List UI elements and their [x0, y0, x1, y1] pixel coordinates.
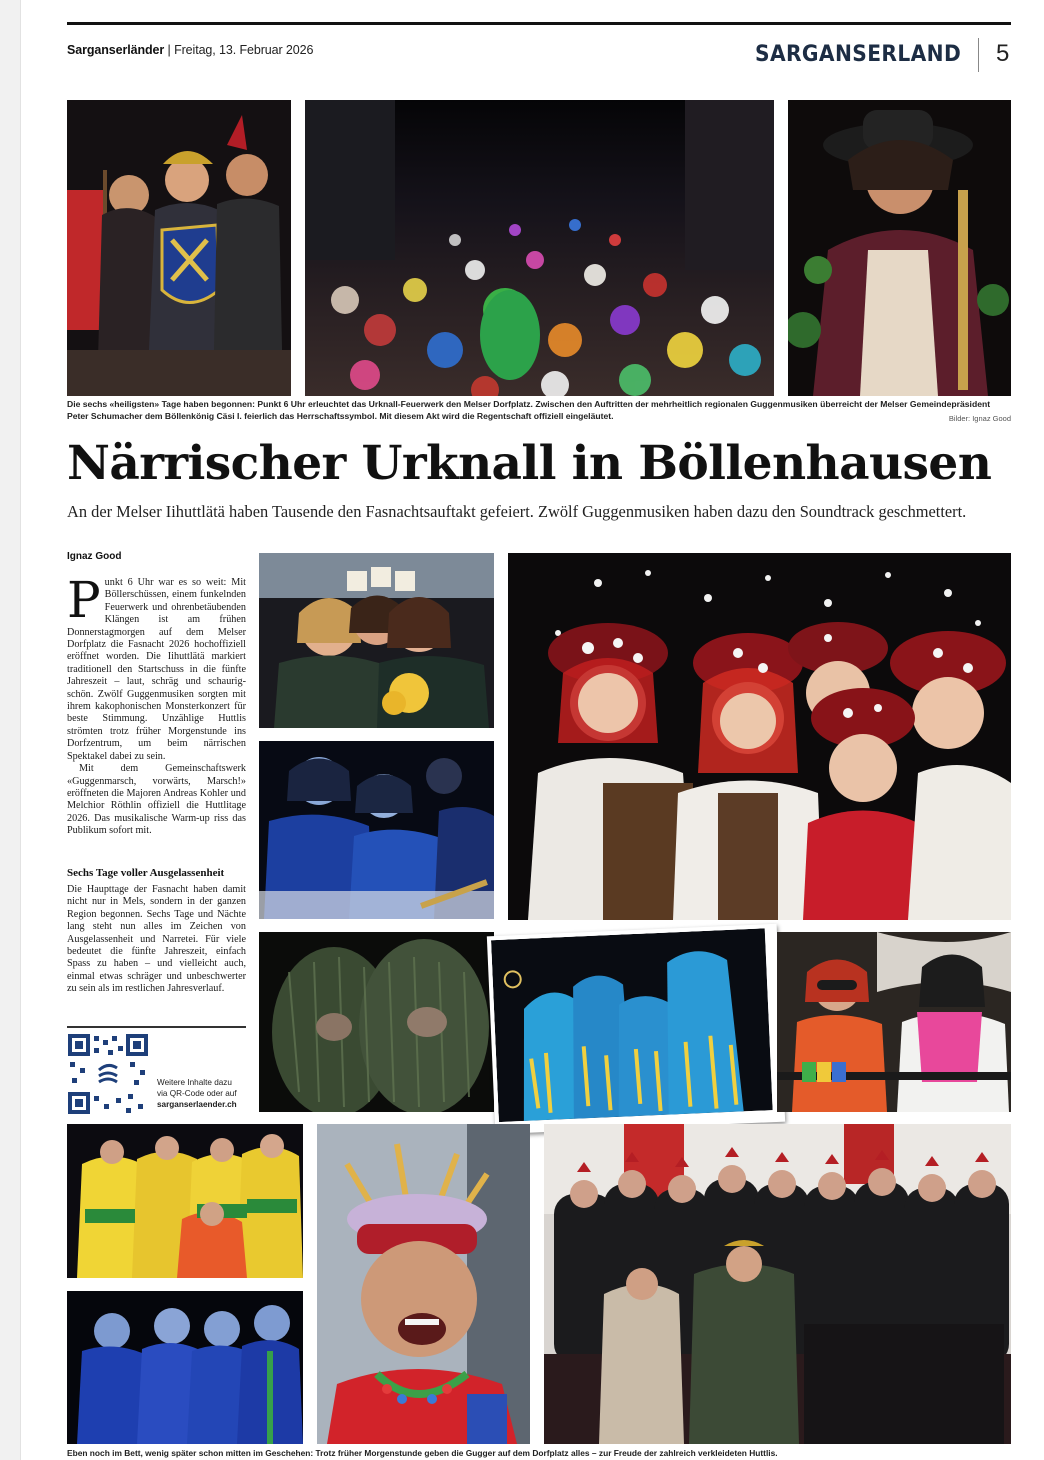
qr-url-link[interactable] — [157, 1099, 237, 1110]
photo-two-women-colorful-scarves — [777, 932, 1011, 1112]
photo-three-women — [259, 553, 494, 728]
paragraph-3: Die Haupttage der Fasnacht haben damit nicht nur in Mels, sondern in der ganzen Region begonnen. Sechs Tage und Nächte lang steht nun alles im Zeichen von Ausgelassenheit und Narretei. Für viele bedeutet die fünfte Jahreszeit, einfach Spass zu haben – und vielleicht auch, einmal etwas schräger und unbeschwerter zu sein als im restlichen Jahresverlauf. — [67, 884, 246, 995]
dropcap: P — [67, 571, 101, 629]
issue-date: Freitag, 13. Februar 2026 — [174, 43, 314, 57]
photo-blue-facepaint-musicians — [259, 741, 494, 919]
paragraph-2: Mit dem Gemeinschaftswerk «Guggenmarsch, vorwärts, Marsch!» eröffneten die Majoren Andreas Kohler und Melchior Röthlin offiziell die Huttlitage 2026. Das musikalische Warm-up riss das Publikum sofort mit. — [67, 763, 246, 837]
paragraph-1: unkt 6 Uhr war es so weit: Mit Böllerschüssen, einem funkelnden Feuerwerk und ohrenbetäubenden Klängen ist am frühen Donnerstagmorgen auf dem Melser Dorfplatz die Fasnacht 2026 hochoffiziell eröffnet worden. Die Iihuttlätä markiert traditionell den Startschuss in die fünfte Jahreszeit – laut, schräg und schaurig-schön. Zwölf Guggenmusiken sorgten mit ihrem kakophonischen Monsterkonzert für beste Stimmung. Unzählige Huttlis strömten trotz früher Morgenstunde ins Dorfzentrum, um beim närrischen Spektakel dabei zu sein. — [67, 577, 246, 762]
qr-code[interactable] — [68, 1034, 148, 1114]
qr-hint — [157, 1077, 237, 1110]
photo-moss-costumes — [259, 932, 494, 1112]
article-subheading: Sechs Tage voller Ausgelassenheit — [67, 867, 225, 879]
photo-dorfplatz-crowd — [305, 100, 774, 396]
bottom-photo-caption: Eben noch im Bett, wenig später schon mitten im Geschehen: Trotz früher Morgenstunde geben die Gugger auf dem Dorfplatz alles – zur Freude der zahlreich verkleideten Huttlis. — [67, 1448, 778, 1458]
top-photo-caption: Die sechs «heiligsten» Tage haben begonnen: Punkt 6 Uhr erleuchtet das Urknall-Feuerwerk den Melser Dorfplatz. Zwischen den Auftritten der mehrheitlich regionalen Guggenmusiken überreicht der Melser Gemeindepräsident Peter Schumacher dem Böllenkönig Cäsi I. feierlich das Herrschaftssymbol. Mit diesem Akt wird die Regentschaft offiziell eingeläutet. — [67, 399, 991, 421]
photo-boellenkoenig-handover — [67, 100, 291, 396]
photo-roman-gugger-group — [544, 1124, 1011, 1444]
photo-costumed-man-hat — [788, 100, 1011, 396]
photo-blue-gugger-group — [67, 1291, 303, 1444]
publication-name: Sarganserländer — [67, 43, 165, 57]
photo-credit: Bilder: Ignaz Good — [948, 414, 1011, 423]
section-title: SARGANSERLAND — [755, 42, 962, 67]
author-byline: Ignaz Good — [67, 551, 122, 562]
qr-divider — [67, 1026, 246, 1028]
photo-aromat-costumes — [67, 1124, 303, 1278]
article-lead: An der Melser Iihuttlätä haben Tausende den Fasnachtsauftakt gefeiert. Zwölf Guggenmusiken haben dazu den Soundtrack geschmettert. — [67, 502, 967, 521]
qr-hint-line-1: Weitere Inhalte dazu — [157, 1078, 232, 1087]
header-divider — [978, 38, 979, 72]
header-rule — [67, 22, 1011, 25]
page-margin-bar — [0, 0, 21, 1460]
article-body-intro — [67, 571, 246, 838]
photo-laughing-woman — [317, 1124, 530, 1444]
masthead: Sarganserländer | Freitag, 13. Februar 2026 — [67, 43, 314, 57]
photo-large-mushroom-costumes — [508, 553, 1011, 920]
article-headline: Närrischer Urknall in Böllenhausen — [67, 436, 992, 491]
page-number: 5 — [996, 40, 1010, 67]
qr-url: sarganserlaender.ch — [157, 1100, 237, 1109]
photo-yellow-blue-fringe-tilted — [487, 924, 785, 1134]
qr-hint-line-2: via QR-Code oder auf — [157, 1089, 237, 1098]
